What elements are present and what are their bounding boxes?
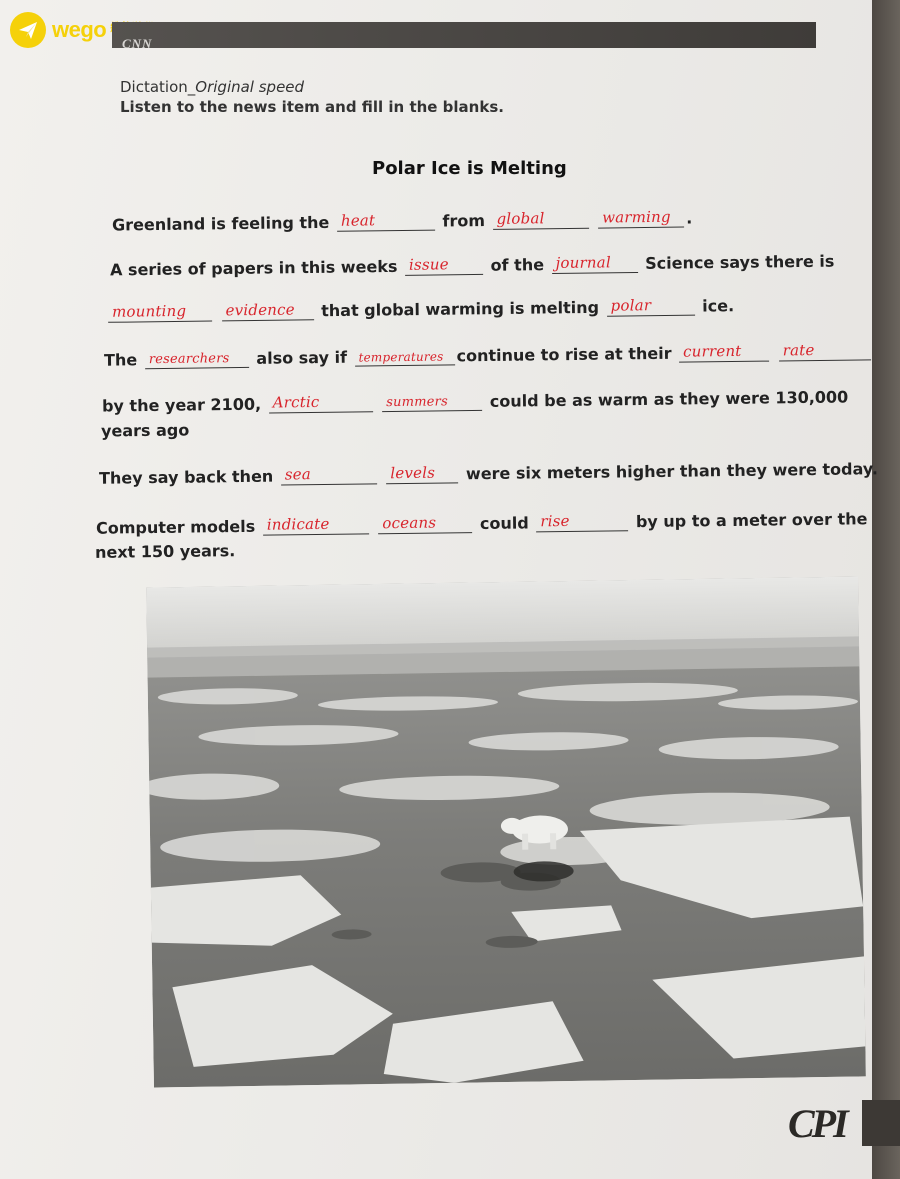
- brand-name: wego: [52, 17, 107, 42]
- blank-summers[interactable]: summers: [382, 390, 482, 412]
- blank-mounting[interactable]: mounting: [108, 301, 212, 323]
- blank-levels[interactable]: levels: [386, 462, 458, 484]
- instructions-text: Listen to the news item and fill in the blanks.: [120, 98, 504, 116]
- blank-global[interactable]: global: [492, 208, 588, 230]
- sentence-4: The researchers also say if temperatures continue to rise at their current rate: [104, 339, 873, 369]
- blank-sea[interactable]: sea: [281, 463, 377, 485]
- blank-rise[interactable]: rise: [536, 510, 628, 532]
- page-edge-shadow: [872, 0, 900, 1179]
- blank-polar[interactable]: polar: [606, 295, 694, 317]
- blank-heat[interactable]: heat: [337, 210, 435, 232]
- sentence-7-cont: next 150 years.: [94, 541, 236, 562]
- footer-bar: [862, 1100, 900, 1146]
- sentence-7: Computer models indicate oceans could rise by up to a meter over the: [95, 509, 868, 538]
- sentence-1: Greenland is feeling the heat from global warming .: [111, 207, 693, 235]
- sentence-5: by the year 2100, Arctic summers could be as warm as they were 130,000: [101, 387, 849, 416]
- source-label: CNN: [122, 36, 153, 51]
- header-bar: [112, 22, 816, 48]
- blank-journal[interactable]: journal: [551, 252, 637, 274]
- sentence-2: A series of papers in this weeks issue of the journal Science says there is: [109, 251, 835, 280]
- blank-indicate[interactable]: indicate: [263, 513, 369, 535]
- blank-oceans[interactable]: oceans: [378, 512, 472, 534]
- sentence-3: mounting evidence that global warming is melting polar ice.: [106, 294, 734, 323]
- blank-researchers[interactable]: researchers: [145, 347, 249, 369]
- sentence-6: They say back then sea levels were six meters higher than they were today.: [98, 459, 879, 488]
- sentence-5-cont: years ago: [100, 420, 190, 441]
- dictation-label: Dictation_Original speed: [120, 78, 305, 96]
- polar-bear-photo: [146, 576, 866, 1087]
- blank-issue[interactable]: issue: [405, 254, 483, 276]
- blank-temperatures[interactable]: temperatures: [354, 344, 454, 366]
- paper-plane-icon: [10, 12, 46, 48]
- blank-rate[interactable]: rate: [779, 339, 871, 361]
- blank-warming[interactable]: warming: [598, 207, 684, 229]
- page-title: Polar Ice is Melting: [372, 158, 567, 179]
- blank-current[interactable]: current: [679, 341, 769, 363]
- blank-arctic[interactable]: Arctic: [269, 391, 373, 413]
- cpi-logo: CPI: [788, 1101, 846, 1146]
- blank-evidence[interactable]: evidence: [221, 299, 313, 321]
